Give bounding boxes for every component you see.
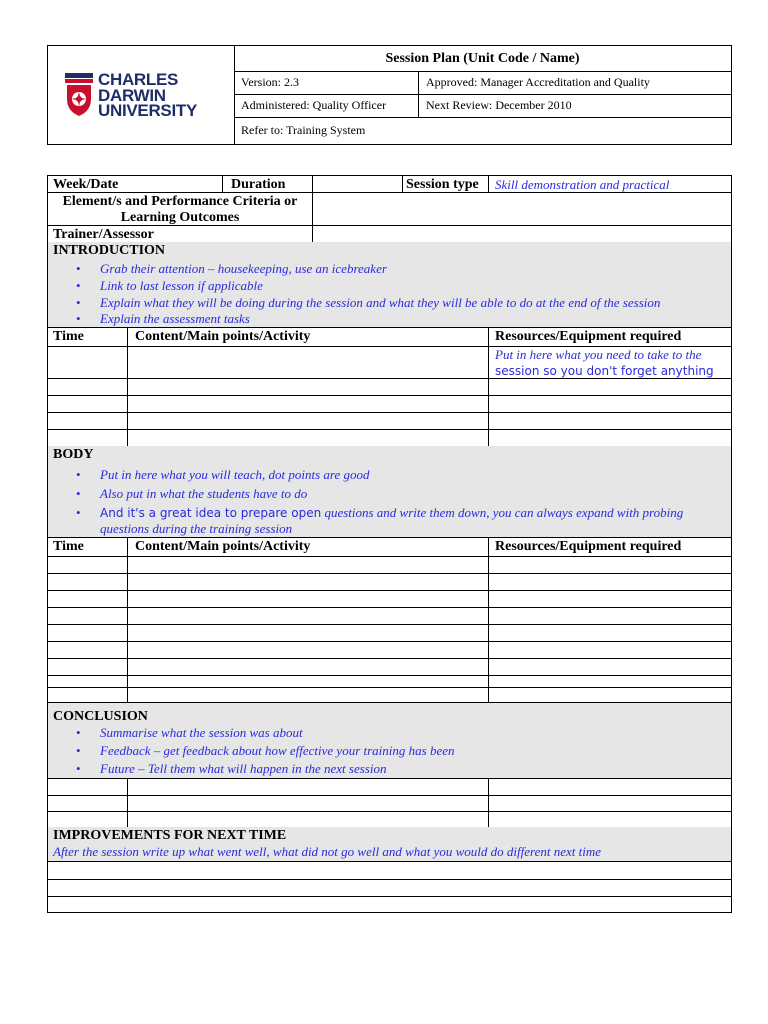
improvements-section xyxy=(47,827,732,862)
body-activity-table xyxy=(47,537,732,703)
document-title: Session Plan (Unit Code / Name) xyxy=(234,46,731,72)
header-row-version xyxy=(234,71,731,95)
week-date-label: Week/Date xyxy=(53,177,119,192)
logo-line-3: UNIVERSITY xyxy=(98,101,198,120)
conclusion-heading: CONCLUSION xyxy=(53,709,148,724)
refer-to-field: Refer to: Training System xyxy=(241,123,366,137)
resource-note-line-1: Put in here what you need to take to the xyxy=(495,347,702,362)
session-info-block xyxy=(47,175,732,243)
conclusion-section: CONCLUSION • Summarise what the session was about • Feedback – get feedback about how effective your training has been • Future – Tell them what will happen in the next session xyxy=(47,703,732,779)
body-bullet-3-part1: And it's a great idea to prepare open xyxy=(100,506,322,520)
cdu-logo xyxy=(65,72,235,122)
introduction-heading: INTRODUCTION xyxy=(53,243,166,258)
logo-line-1: CHARLES xyxy=(98,70,179,89)
session-type-value: Skill demonstration and practical xyxy=(495,177,670,192)
introduction-section: INTRODUCTION • Grab their attention – housekeeping, use an icebreaker • Link to last lesson if applicable • Explain what they will be doing during the session and what they will be able to do at the end of the session • Explain the assessment tasks xyxy=(47,242,732,328)
improvements-heading: IMPROVEMENTS FOR NEXT TIME xyxy=(53,828,287,843)
document-header xyxy=(47,45,732,145)
body-heading: BODY xyxy=(53,447,94,462)
col-resources: Resources/Equipment required xyxy=(495,329,682,344)
shield-icon xyxy=(65,73,93,117)
logo-wordmark xyxy=(98,72,197,119)
col-content: Content/Main points/Activity xyxy=(135,329,311,344)
duration-label: Duration xyxy=(231,177,286,192)
elements-criteria-label: Element/s and Performance Criteria or Learning Outcomes xyxy=(62,194,298,225)
header-row-admin xyxy=(234,94,731,118)
col-time: Time xyxy=(53,329,84,344)
resource-note-line-2: session so you don't forget anything xyxy=(495,364,714,378)
logo-cell xyxy=(48,46,235,144)
intro-activity-table xyxy=(47,327,732,447)
header-row-refer xyxy=(234,117,731,144)
approved-field: Approved: Manager Accreditation and Quality xyxy=(426,75,650,89)
conclusion-activity-table xyxy=(47,778,732,828)
next-review-field: Next Review: December 2010 xyxy=(426,98,572,112)
logo-line-2: DARWIN xyxy=(98,85,166,105)
col-time: Time xyxy=(53,539,84,554)
col-resources: Resources/Equipment required xyxy=(495,539,682,554)
version-field: Version: 2.3 xyxy=(234,71,419,94)
body-bullet-3-part2: questions and write them down, you can always expand with probing xyxy=(321,505,684,520)
session-type-label: Session type xyxy=(406,177,479,192)
col-content: Content/Main points/Activity xyxy=(135,539,311,554)
improvements-note: After the session write up what went well, what did not go well and what you would do different next time xyxy=(53,844,602,859)
trainer-assessor-label: Trainer/Assessor xyxy=(53,227,154,242)
body-section: BODY • Put in here what you will teach, dot points are good • Also put in what the students have to do • And it's a great idea to prepare open questions and write them down, you can always expand with probing questions during the training session xyxy=(47,446,732,538)
improvements-lines xyxy=(47,861,732,913)
administered-field: Administered: Quality Officer xyxy=(234,94,419,117)
